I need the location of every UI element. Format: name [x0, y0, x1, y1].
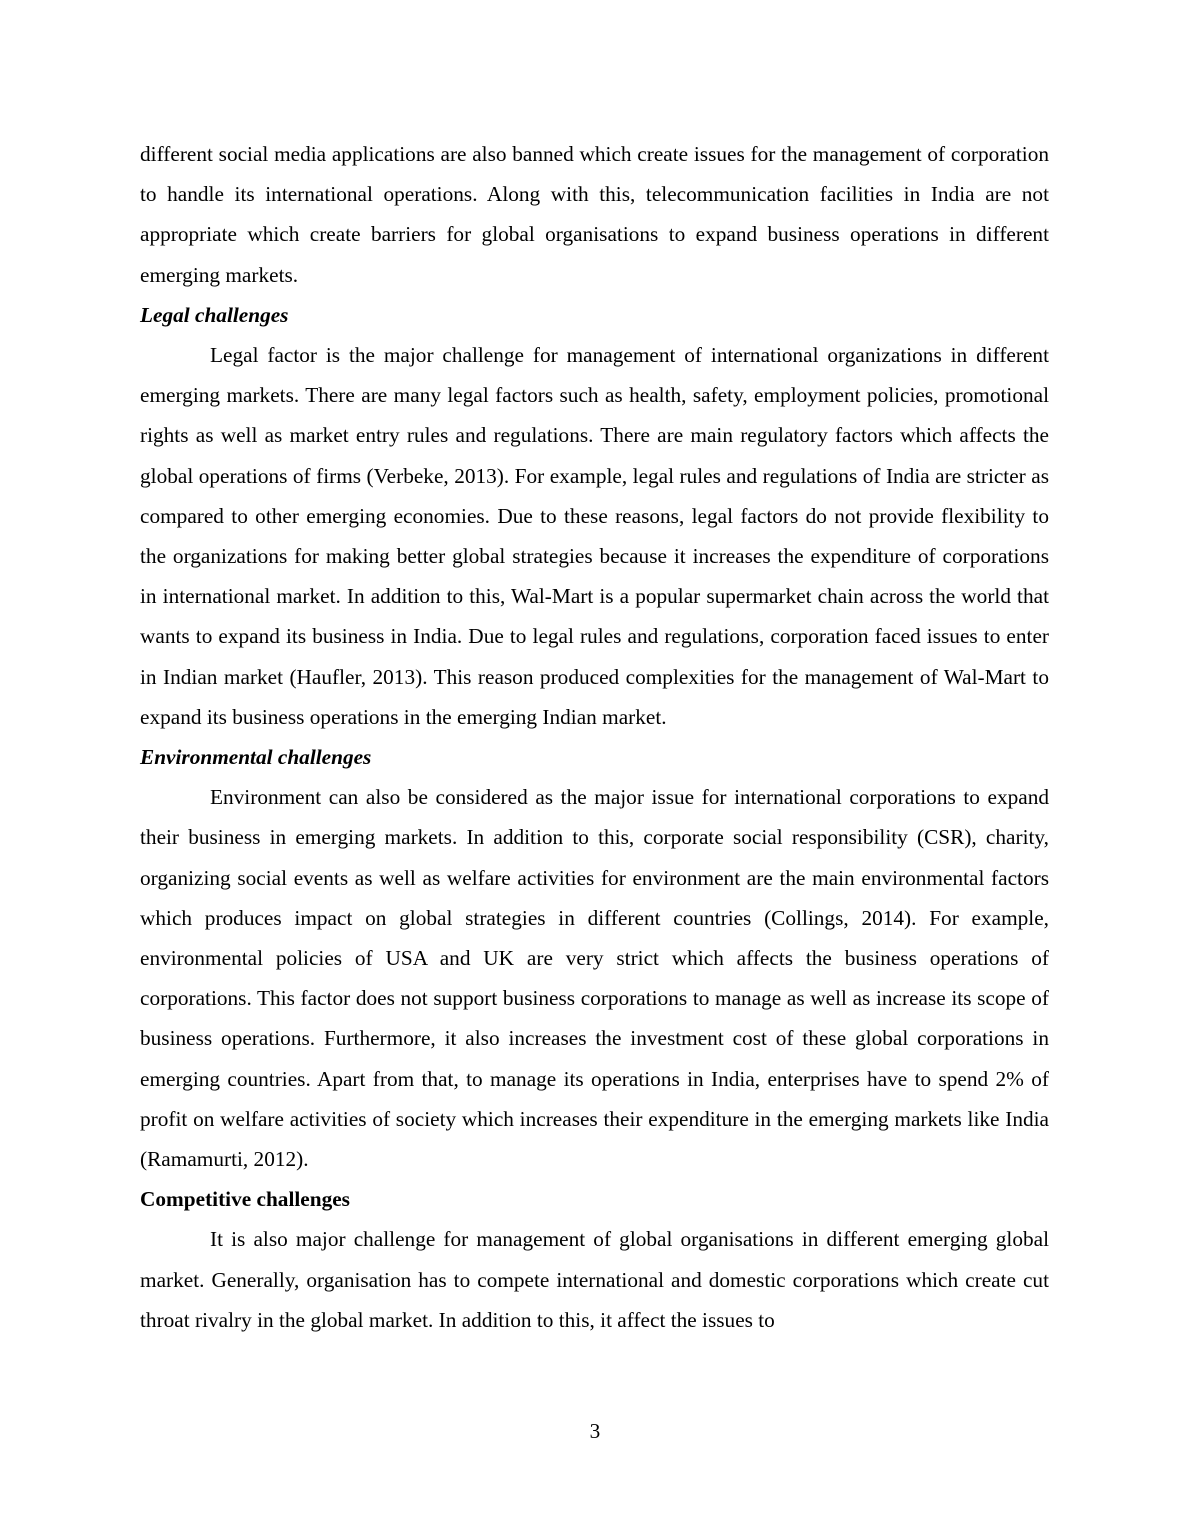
heading-competitive-challenges: Competitive challenges	[140, 1187, 350, 1212]
legal-paragraph: Legal factor is the major challenge for management of international organizations in different emerging markets. There are many legal factors such as health, safety, employment policies, promotional rights as well as market entry rules and regulations. There are main regulatory factors which affects the global operations of firms (Verbeke, 2013). For example, legal rules and regulations of India are stricter as compared to other emerging economies. Due to these reasons, legal factors do not provide flexibility to the organizations for making better global strategies because it increases the expenditure of corporations in international market. In addition to this, Wal-Mart is a popular supermarket chain across the world that wants to expand its business in India. Due to legal rules and regulations, corporation faced issues to enter in Indian market (Haufler, 2013). This reason produced complexities for the management of Wal-Mart to expand its business operations in the emerging Indian market.	[140, 343, 1049, 729]
document-page	[140, 134, 1049, 1340]
intro-paragraph: different social media applications are also banned which create issues for the management of corporation to handle its international operations. Along with this, telecommunication facilities in India are not appropriate which create barriers for global organisations to expand business operations in different emerging markets.	[140, 142, 1049, 287]
environmental-paragraph: Environment can also be considered as the major issue for international corporations to expand their business in emerging markets. In addition to this, corporate social responsibility (CSR), charity, organizing social events as well as welfare activities for environment are the main environmental factors which produces impact on global strategies in different countries (Collings, 2014). For example, environmental policies of USA and UK are very strict which affects the business operations of corporations. This factor does not support business corporations to manage as well as increase its scope of business operations. Furthermore, it also increases the investment cost of these global corporations in emerging countries. Apart from that, to manage its operations in India, enterprises have to spend 2% of profit on welfare activities of society which increases their expenditure in the emerging markets like India (Ramamurti, 2012).	[140, 785, 1049, 1172]
competitive-paragraph: It is also major challenge for management of global organisations in different emerging global market. Generally, organisation has to compete international and domestic corporations which create cut throat rivalry in the global market. In addition to this, it affect the issues to	[140, 1227, 1049, 1332]
heading-environmental-challenges: Environmental challenges	[140, 745, 372, 770]
page-number: 3	[589, 1419, 601, 1443]
heading-legal-challenges: Legal challenges	[140, 302, 289, 327]
